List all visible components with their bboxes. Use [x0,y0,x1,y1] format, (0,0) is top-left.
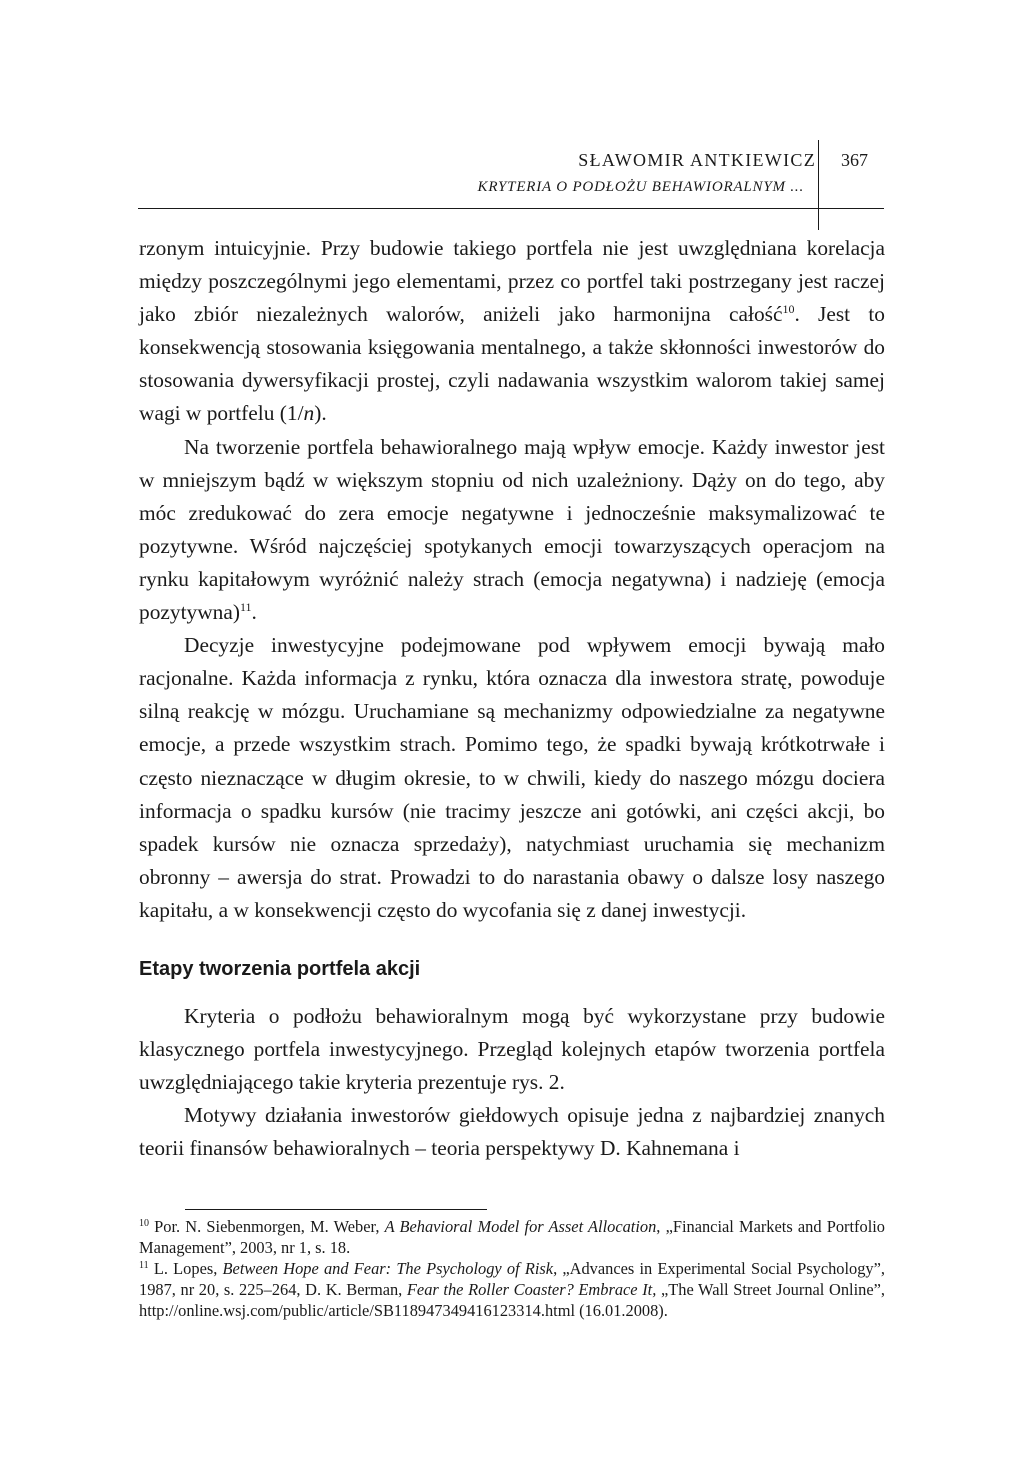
section-body-text [139,1000,885,1165]
footnote-number-11: 11 [139,1260,149,1271]
footnote-11-text-cont: , „Advances in Experimental Social Psychology”, 1987, nr 20, s. 225–264, D. K. Berman, [139,1259,885,1299]
paragraph-2-tail: . [251,600,257,625]
footnote-11-text-end: „The Wall Street Journal Online”, http://online.wsj.com/public/article/SB118947349416123314.html (16.01.2008). [139,1280,885,1320]
paragraph-2-text: Na tworzenie portfela behawioralnego mają wpływ emocje. Każdy inwestor jest w mniejszym bądź w większym stopniu od nich uzależniony. Dąży on do tego, aby móc zredukować do zera emocje negatywne i jednocześnie maksymalizować te pozytywne. Wśród najczęściej spotykanych emocji towarzyszących operacjom na rynku kapitałowym wyróżnić należy strach (emocja negatywna) i nadzieję (emocja pozytywna) [139,434,885,625]
running-header [138,146,884,208]
footnote-separator [185,1209,487,1210]
paragraph-1-italic: n [303,401,315,426]
footnote-ref-10[interactable]: 10 [782,302,795,317]
paragraph-1-text: rzonym intuicyjnie. Przy budowie takiego portfela nie jest uwzględniana korelacja między poszczególnymi jego elementami, przez co portfel taki postrzegany jest raczej jako zbiór niezależnych walorów, aniżeli jako harmonijna całość [139,236,885,327]
section-paragraph-2: Motywy działania inwestorów giełdowych opisuje jedna z najbardziej znanych teorii finansów behawioralnych – teoria perspektywy D. Kahnemana i [139,1103,885,1161]
paragraph-1-tail: ). [314,401,327,426]
page-number: 367 [841,150,868,170]
paragraph-1 [139,232,885,431]
header-horizontal-rule [138,208,884,209]
paragraph-2 [139,431,885,630]
footnote-ref-11[interactable]: 11 [239,600,252,615]
header-subtitle: KRYTERIA O PODŁOŻU BEHAWIORALNYM ... [477,179,804,195]
section-paragraph-1: Kryteria o podłożu behawioralnym mogą być wykorzystane przy budowie klasycznego portfela inwestycyjnego. Przegląd kolejnych etapów tworzenia portfela uwzględniającego takie kryteria prezentuje rys. 2. [139,1004,885,1095]
footnote-number-10: 10 [139,1218,149,1229]
footnote-11-title-1: Between Hope and Fear: The Psychology of Risk [222,1259,554,1278]
footnote-10-title: A Behavioral Model for Asset Allocation [384,1217,657,1236]
paragraph-1-text-cont: . Jest to konsekwencją stosowania księgowania mentalnego, a także skłonności inwestorów do stosowania dywersyfikacji prostej, czyli nadawania wszystkim walorom takiej samej wagi w portfelu (1/ [139,302,885,426]
footnote-10 [139,1216,885,1258]
paragraph-3: Decyzje inwestycyjne podejmowane pod wpływem emocji bywają mało racjonalne. Każda informacja z rynku, która oznacza dla inwestora stratę, powoduje silną reakcję w mózgu. Uruchamiane są mechanizmy odpowiedzialne za negatywne emocje, a przede wszystkim strach. Pomimo tego, że spadki bywają krótkotrwałe i często nieznaczące w długim okresie, to w chwili, kiedy do naszego mózgu dociera informacja o spadku kursów (nie tracimy jeszcze ani gotówki, ani części akcji, bo spadek kursów nie oznacza sprzedaży), natychmiast uruchamia się mechanizm obronny – awersja do strat. Prowadzi to do narastania obawy o dalsze losy naszego kapitału, a w konsekwencji często do wycofania się z danej inwestycji. [139,633,885,922]
footnote-10-text-cont: , „Financial Markets and Portfolio Management”, 2003, nr 1, s. 18. [139,1217,886,1257]
section-heading: Etapy tworzenia portfela akcji [139,958,421,980]
header-vertical-rule [818,140,819,230]
footnote-11 [139,1258,885,1321]
header-author: SŁAWOMIR ANTKIEWICZ [578,150,816,170]
footnotes [139,1216,885,1321]
footnote-11-text: L. Lopes, [148,1259,223,1278]
footnote-10-text: Por. N. Siebenmorgen, M. Weber, [149,1217,385,1236]
footnote-11-title-2: Fear the Roller Coaster? Embrace It, [406,1280,657,1299]
main-body-text [139,232,885,927]
